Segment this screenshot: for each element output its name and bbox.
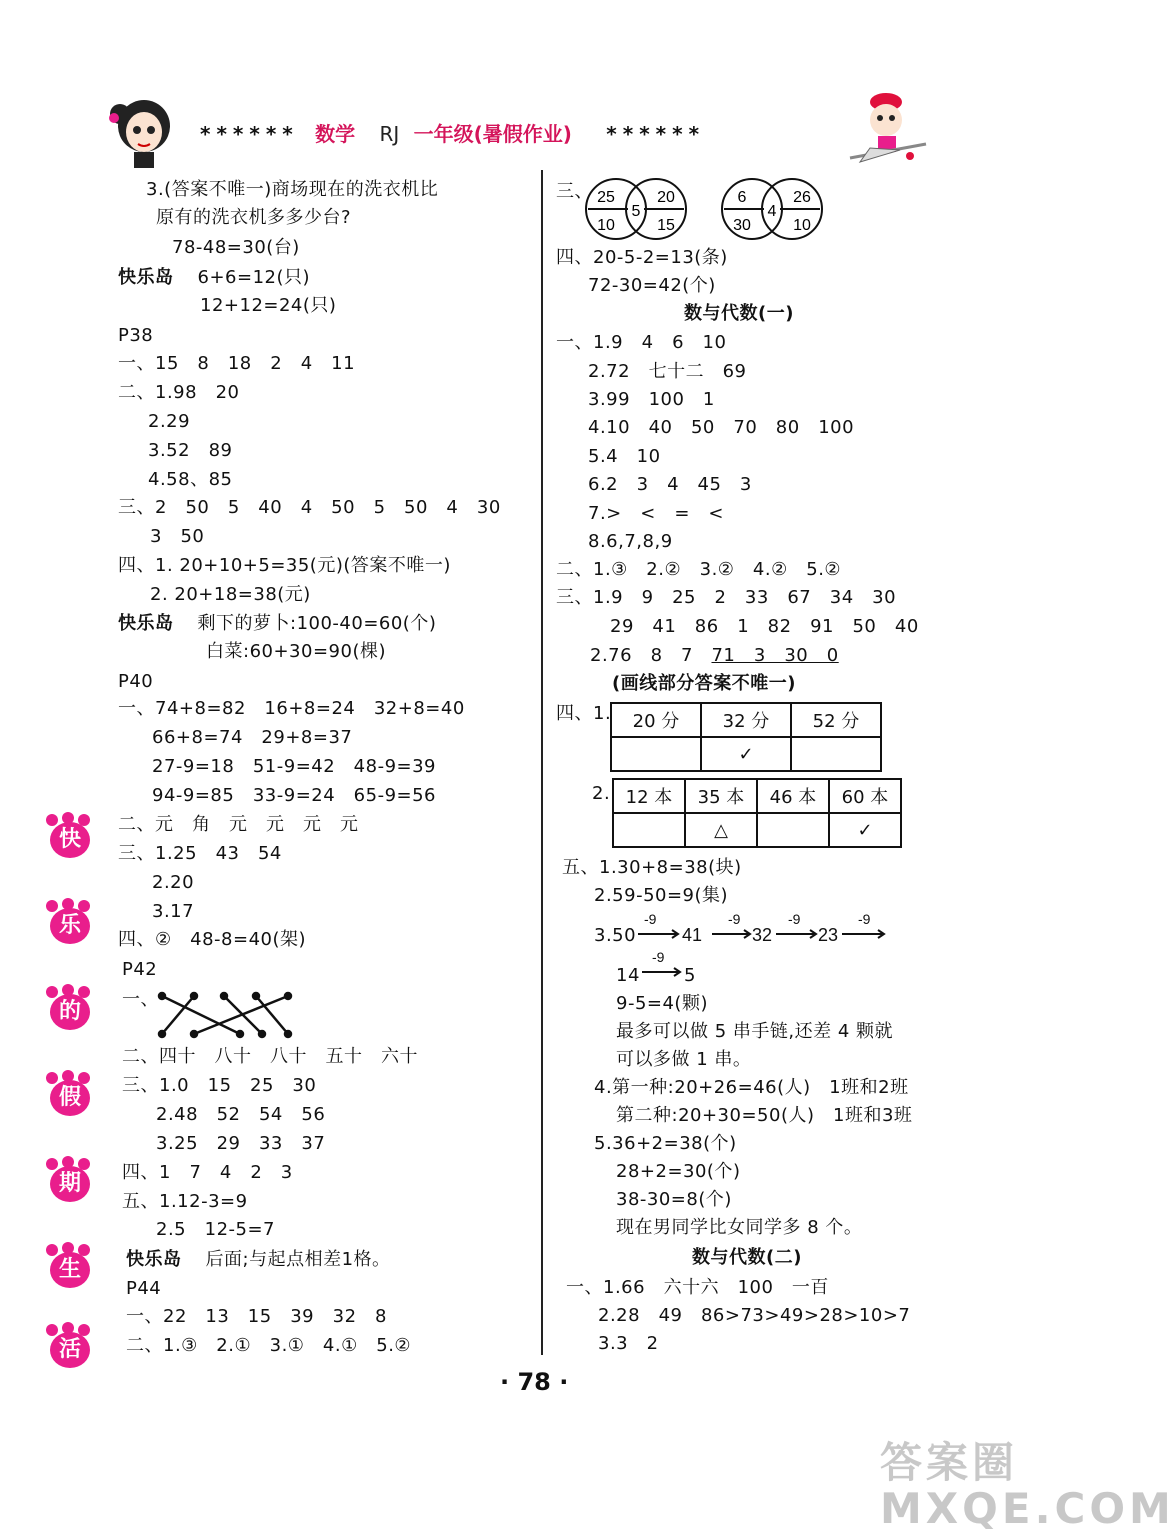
answer-line: 可以多做 1 串。 xyxy=(616,1049,752,1070)
page-ref: P42 xyxy=(122,959,158,980)
answer-table xyxy=(612,778,902,848)
side-title-char: 快 xyxy=(42,812,92,860)
header-grade: 一年级(暑假作业) xyxy=(413,122,572,146)
answer-line: 2. xyxy=(592,783,611,804)
side-title-char: 活 xyxy=(42,1322,92,1370)
venn-value: 15 xyxy=(657,217,675,234)
page-header xyxy=(200,118,705,147)
chain-value: 23 xyxy=(818,925,839,945)
answer-line: 3.(答案不唯一)商场现在的洗衣机比 xyxy=(146,179,439,200)
answer-line: 66+8=74 29+8=37 xyxy=(152,727,353,748)
section-label: 快乐岛 xyxy=(118,267,174,288)
answer-line: 三、1.25 43 54 xyxy=(118,843,282,864)
table-cell xyxy=(757,813,829,847)
answer-line: 二、四十 八十 八十 五十 六十 xyxy=(122,1046,418,1067)
answer-line: 4.10 40 50 70 80 100 xyxy=(588,417,855,438)
table-cell: 12 本 xyxy=(613,779,685,813)
answer-line: 一、22 13 15 39 32 8 xyxy=(126,1306,387,1327)
answer-line: 四、1 7 4 2 3 xyxy=(122,1162,293,1183)
venn-value: 5 xyxy=(631,203,641,220)
answer-line: 五、1.12-3=9 xyxy=(122,1191,248,1212)
answer-line: 2.59-50=9(集) xyxy=(594,885,729,906)
answer-line: 14 xyxy=(616,965,640,986)
answer-line: 5.36+2=38(个) xyxy=(594,1133,737,1154)
answer-line: 94-9=85 33-9=24 65-9=56 xyxy=(152,785,437,806)
header-stars-left: ****** xyxy=(200,122,299,146)
section-label: 快乐岛 xyxy=(126,1249,182,1270)
table-cell: 32 分 xyxy=(701,703,791,737)
side-title-char: 假 xyxy=(42,1070,92,1118)
watermark-logo: 答案圈 MXQE.COM xyxy=(880,1438,1175,1533)
answer-line: 4.第一种:20+26=46(人) 1班和2班 xyxy=(594,1077,909,1098)
answer-line: 4.58、85 xyxy=(148,469,233,490)
answer-line: 三、2 50 5 40 4 50 5 50 4 30 xyxy=(118,497,501,518)
answer-line: 白菜:60+30=90(棵) xyxy=(206,641,386,662)
answer-line: 四、20-5-2=13(条) xyxy=(556,247,728,268)
section-heading: 数与代数(一) xyxy=(684,303,794,324)
side-title-char: 期 xyxy=(42,1156,92,1204)
answer-line: 五、1.30+8=38(块) xyxy=(562,857,742,878)
answer-line: 二、1.98 20 xyxy=(118,382,240,403)
answer-line: 2.20 xyxy=(152,872,195,893)
answer-line: 3.50 xyxy=(594,925,637,946)
chain-value: 32 xyxy=(752,925,773,945)
answer-line: 第二种:20+30=50(人) 1班和3班 xyxy=(616,1105,913,1126)
arrow-chain-diagram xyxy=(636,910,892,950)
girl-mascot-icon xyxy=(104,92,184,172)
answer-line: 3.52 89 xyxy=(148,440,233,461)
page-ref: P38 xyxy=(118,325,154,346)
answer-line: 6+6=12(只) xyxy=(197,267,311,288)
table-cell: 60 本 xyxy=(829,779,901,813)
answer-line: 一、74+8=82 16+8=24 32+8=40 xyxy=(118,698,465,719)
page-ref: P40 xyxy=(118,671,154,692)
header-stars-right: ****** xyxy=(606,122,706,146)
answer-line: 5 xyxy=(684,965,696,986)
answer-table xyxy=(610,702,882,772)
check-mark-icon: ✓ xyxy=(829,813,901,847)
answer-line: 一、 xyxy=(122,989,159,1010)
arrow-label: -9 xyxy=(728,911,741,927)
underlined-answer: 71 3 30 0 xyxy=(711,645,839,666)
answer-line: 2.48 52 54 56 xyxy=(156,1104,326,1125)
header-subject: 数学 xyxy=(315,122,356,146)
answer-line: 2.72 七十二 69 xyxy=(588,361,747,382)
answer-line: 一、1.66 六十六 100 一百 xyxy=(566,1277,829,1298)
venn-value: 10 xyxy=(597,217,615,234)
answer-line: 29 41 86 1 82 91 50 40 xyxy=(610,616,919,637)
arrow-icon xyxy=(640,950,686,986)
column-divider xyxy=(541,170,543,1355)
answer-line: 剩下的萝卜:100-40=60(个) xyxy=(197,613,437,634)
answer-line: 5.4 10 xyxy=(588,446,661,467)
answer-line: 四、1. xyxy=(556,703,612,724)
side-title-char: 的 xyxy=(42,984,92,1032)
side-title-char: 乐 xyxy=(42,898,92,946)
answer-line: 二、1.③ 2.① 3.① 4.① 5.② xyxy=(126,1335,412,1356)
venn-diagram xyxy=(584,176,688,242)
answer-line: 二、1.③ 2.② 3.② 4.② 5.② xyxy=(556,559,842,580)
answer-line: 一、1.9 4 6 10 xyxy=(556,332,727,353)
answer-line: 三、1.9 9 25 2 33 67 34 30 xyxy=(556,587,897,608)
section-label: 快乐岛 xyxy=(118,613,174,634)
table-cell xyxy=(611,737,701,771)
header-edition: RJ xyxy=(379,122,400,146)
answer-line: 8.6,7,8,9 xyxy=(588,531,673,552)
answer-line: 3.17 xyxy=(152,901,195,922)
venn-value: 20 xyxy=(657,189,675,206)
answer-line: 二、元 角 元 元 元 元 xyxy=(118,814,359,835)
page-number: · 78 · xyxy=(500,1368,569,1396)
venn-value: 30 xyxy=(733,217,751,234)
venn-diagram xyxy=(720,176,824,242)
table-cell xyxy=(791,737,881,771)
table-cell: 52 分 xyxy=(791,703,881,737)
answer-line: 38-30=8(个) xyxy=(616,1189,732,1210)
boy-mascot-icon xyxy=(840,88,936,172)
venn-value: 26 xyxy=(793,189,811,206)
table-cell: 35 本 xyxy=(685,779,757,813)
answer-line: 2. 20+18=38(元) xyxy=(150,584,311,605)
arrow-label: -9 xyxy=(788,911,801,927)
answer-line: 12+12=24(只) xyxy=(200,295,337,316)
answer-line: 一、15 8 18 2 4 11 xyxy=(118,353,356,374)
answer-line: 3.99 100 1 xyxy=(588,389,715,410)
answer-line: 2.29 xyxy=(148,411,191,432)
answer-line: 2.28 49 86>73>49>28>10>7 xyxy=(598,1305,911,1326)
note-line: (画线部分答案不唯一) xyxy=(612,673,796,694)
answer-line: 最多可以做 5 串手链,还差 4 颗就 xyxy=(616,1021,894,1042)
answer-line: 27-9=18 51-9=42 48-9=39 xyxy=(152,756,437,777)
check-mark-icon: ✓ xyxy=(701,737,791,771)
side-title-char: 生 xyxy=(42,1242,92,1290)
answer-line: 3.25 29 33 37 xyxy=(156,1133,326,1154)
venn-value: 10 xyxy=(793,217,811,234)
table-cell: 46 本 xyxy=(757,779,829,813)
matching-lines-diagram xyxy=(152,990,302,1042)
answer-line: 三、1.0 15 25 30 xyxy=(122,1075,317,1096)
venn-value: 25 xyxy=(597,189,615,206)
venn-value: 6 xyxy=(737,189,747,206)
chain-value: 41 xyxy=(682,925,703,945)
arrow-label: -9 xyxy=(858,911,871,927)
answer-line: 2.76 8 7 xyxy=(590,645,712,666)
answer-line: 28+2=30(个) xyxy=(616,1161,741,1182)
answer-line: 3.3 2 xyxy=(598,1333,659,1354)
answer-line: 7.> < = < xyxy=(588,503,725,524)
answer-line: 3 50 xyxy=(150,526,205,547)
answer-line: 四、1. 20+10+5=35(元)(答案不唯一) xyxy=(118,555,451,576)
table-cell: 20 分 xyxy=(611,703,701,737)
arrow-label: -9 xyxy=(652,949,665,965)
answer-line: 6.2 3 4 45 3 xyxy=(588,474,752,495)
triangle-icon: △ xyxy=(685,813,757,847)
answer-line: 78-48=30(台) xyxy=(172,237,300,258)
answer-line: 72-30=42(个) xyxy=(588,275,716,296)
venn-value: 4 xyxy=(767,203,777,220)
answer-line: 现在男同学比女同学多 8 个。 xyxy=(616,1217,863,1238)
table-cell xyxy=(613,813,685,847)
section-heading: 数与代数(二) xyxy=(692,1247,802,1268)
answer-line: 原有的洗衣机多多少台? xyxy=(156,207,352,228)
page-ref: P44 xyxy=(126,1278,162,1299)
answer-line: 四、② 48-8=40(架) xyxy=(118,929,307,950)
answer-line: 三、 xyxy=(556,181,593,202)
answer-line: 2.5 12-5=7 xyxy=(156,1219,276,1240)
answer-line: 后面;与起点相差1格。 xyxy=(205,1249,391,1270)
arrow-label: -9 xyxy=(644,911,657,927)
answer-line: 9-5=4(颗) xyxy=(616,993,708,1014)
